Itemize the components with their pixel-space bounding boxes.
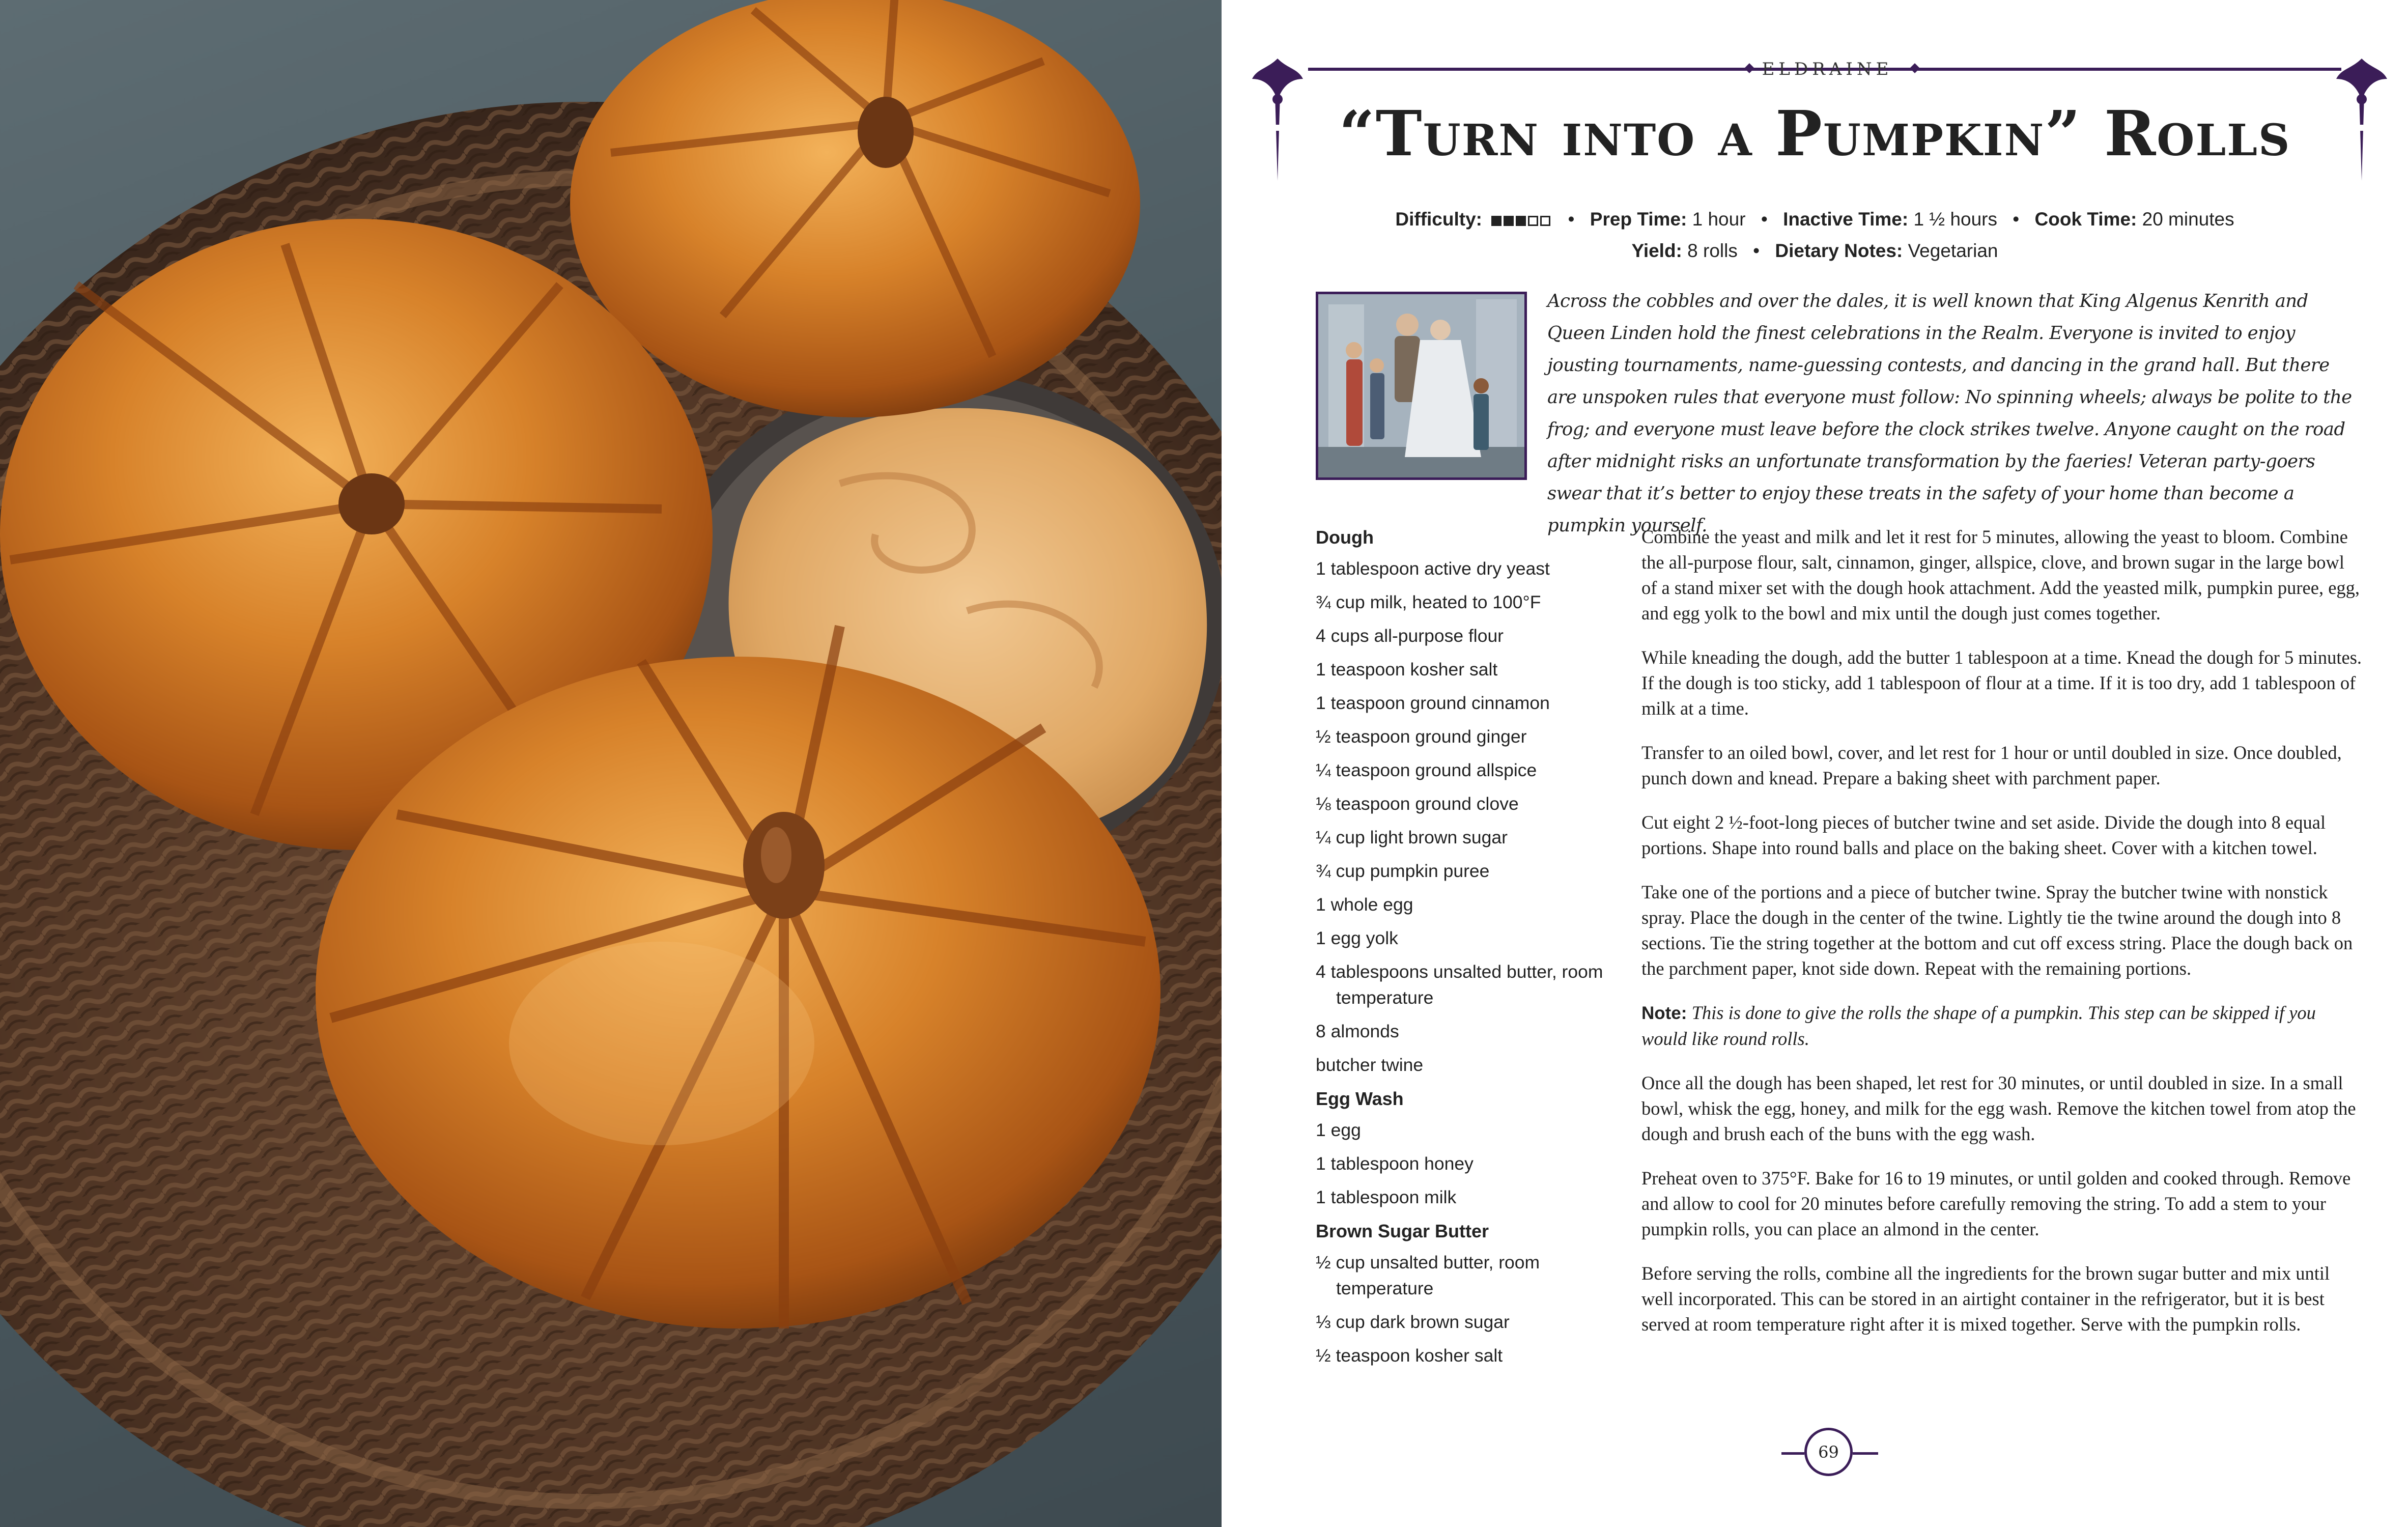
royal-family-illustration [1316, 292, 1527, 480]
ingredient-item: ½ cup unsalted butter, room temperature [1316, 1252, 1540, 1298]
recipe-page [1222, 0, 2408, 1527]
directions [1641, 524, 2364, 1356]
direction-step: Once all the dough has been shaped, let rest for 30 minutes, or until doubled in size. In a small bowl, whisk the egg, honey, and milk for the egg wash. Remove the kitchen towel from atop the dough and brush each of the buns with the egg wash. [1641, 1072, 2356, 1144]
ingredient-item: 1 tablespoon active dry yeast [1316, 558, 1550, 579]
intro-paragraph: Across the cobbles and over the dales, it is well known that King Algenus Kenrith and Queen Linden hold the finest celebrations in the Realm. Everyone is invited to enjoy jousting tournaments, name-guessing contests, and dancing in the grand hall. But there are unspoken rules that everyone must follow: No spinning wheels; always be polite to the frog; and everyone must leave before the clock strikes twelve. Anyone caught on the road after midnight risks an unfortunate transformation by the faeries! Veteran party-goers swear that it’s better to enjoy these treats in the safety of your home than become a pumpkin yourself. [1547, 291, 2352, 536]
page-number-rule [1781, 1452, 1804, 1455]
ingredients-list [1316, 524, 1611, 1376]
dietary-value: Vegetarian [1908, 240, 1998, 261]
ingredient-item: ¼ cup light brown sugar [1316, 827, 1508, 847]
note-label: Note: [1641, 1003, 1687, 1023]
ingredient-item: ⅛ teaspoon ground clove [1316, 794, 1519, 814]
yield-value: 8 rolls [1687, 240, 1738, 261]
difficulty-square-filled [1516, 216, 1526, 226]
ingredient-item: 1 tablespoon milk [1316, 1187, 1457, 1207]
cook-label: Cook Time: [2034, 209, 2137, 230]
ingredient-group-heading: Egg Wash [1316, 1088, 1404, 1109]
ingredient-item: ¾ cup milk, heated to 100°F [1316, 592, 1541, 612]
note-text: This is done to give the rolls the shape of a pumpkin. This step can be skipped if you would like round rolls. [1641, 1002, 2316, 1049]
ingredient-item: 1 tablespoon honey [1316, 1153, 1474, 1174]
meta-separator: • [1568, 209, 1575, 230]
dietary-label: Dietary Notes: [1775, 240, 1903, 261]
ingredient-item: 4 tablespoons unsalted butter, room temperature [1316, 962, 1603, 1008]
difficulty-square-filled [1504, 216, 1514, 226]
section-title: ELDRAINE [1762, 59, 1893, 79]
yield-label: Yield: [1631, 240, 1682, 261]
direction-step: While kneading the dough, add the butter 1 tablespoon at a time. Knead the dough for 5 minutes. If the dough is too sticky, add 1 tablespoon of flour at a time. If it is too dry, add 1 tablespoon of milk at a time. [1641, 647, 2362, 719]
direction-step: Transfer to an oiled bowl, cover, and let rest for 1 hour or until doubled in size. Once doubled, punch down and knead. Prepare a baking sheet with parchment paper. [1641, 742, 2342, 788]
recipe-note [1641, 1000, 2364, 1052]
ingredient-item: ⅓ cup dark brown sugar [1316, 1312, 1510, 1332]
direction-step: Combine the yeast and milk and let it rest for 5 minutes, allowing the yeast to bloom. Combine the all-purpose flour, salt, cinnamon, ginger, allspice, clove, and brown sugar in the large bowl of a stand mixer set with the dough hook attachment. Add the yeasted milk, pumpkin puree, egg, and egg yolk to the bowl and mix until the dough just comes together. [1641, 526, 2360, 624]
meta-separator: • [1761, 209, 1768, 230]
difficulty-rating [1491, 209, 1552, 230]
ingredient-item: ½ teaspoon kosher salt [1316, 1345, 1503, 1366]
ingredient-item: 1 egg yolk [1316, 928, 1398, 948]
meta-separator: • [2013, 209, 2020, 230]
ingredient-item: 1 whole egg [1316, 894, 1413, 915]
ingredient-item: 1 egg [1316, 1120, 1361, 1140]
ingredient-item: ½ teaspoon ground ginger [1316, 726, 1527, 747]
recipe-meta-line-2 [1272, 240, 2357, 262]
page-number-badge [1781, 1428, 1878, 1479]
direction-step: Cut eight 2 ½-foot-long pieces of butcher twine and set aside. Divide the dough into 8 equal portions. Shape into round balls and place on the baking sheet. Cover with a kitchen towel. [1641, 812, 2326, 858]
ingredient-item: ¼ teaspoon ground allspice [1316, 760, 1537, 780]
page-number: 69 [1804, 1428, 1853, 1476]
difficulty-label: Difficulty: [1395, 209, 1482, 230]
ingredient-item: 4 cups all-purpose flour [1316, 626, 1504, 646]
difficulty-square-empty [1540, 216, 1550, 226]
ingredient-group-heading: Dough [1316, 527, 1374, 548]
difficulty-square-filled [1491, 216, 1502, 226]
ingredient-item: ¾ cup pumpkin puree [1316, 861, 1490, 881]
inactive-value: 1 ½ hours [1913, 209, 1998, 230]
difficulty-square-empty [1528, 216, 1538, 226]
page-number-rule [1853, 1452, 1878, 1455]
ingredient-item: 1 teaspoon kosher salt [1316, 659, 1498, 680]
recipe-meta-line-1 [1272, 209, 2357, 230]
ingredient-item: 1 teaspoon ground cinnamon [1316, 693, 1550, 713]
ingredient-item: butcher twine [1316, 1055, 1424, 1075]
direction-step: Before serving the rolls, combine all the ingredients for the brown sugar butter and mix until well incorporated. This can be stored in an airtight container in the refrigerator, but it is best served at room temperature right after it is mixed together. Serve with the pumpkin rolls. [1641, 1263, 2330, 1335]
meta-separator: • [1753, 240, 1760, 261]
header-rule-right [1919, 68, 2341, 71]
recipe-title: “Turn into a Pumpkin” Rolls [1339, 97, 2291, 170]
cook-value: 20 minutes [2142, 209, 2234, 230]
ingredient-group-heading: Brown Sugar Butter [1316, 1221, 1489, 1241]
direction-step: Take one of the portions and a piece of butcher twine. Spray the butcher twine with nonstick spray. Place the dough in the center of the twine. Lightly tie the twine around the dough into 8 sections. Tie the string together at the bottom and cut off excess string. Place the dough back on the parchment paper, knot side down. Repeat with the remaining portions. [1641, 882, 2353, 979]
roll-top [570, 0, 1140, 417]
prep-label: Prep Time: [1590, 209, 1687, 230]
inactive-label: Inactive Time: [1783, 209, 1909, 230]
prep-value: 1 hour [1692, 209, 1746, 230]
ingredient-item: 8 almonds [1316, 1021, 1399, 1041]
illustration-art [1318, 294, 1524, 477]
direction-step: Preheat oven to 375°F. Bake for 16 to 19 minutes, or until golden and cooked through. Remove and allow to cool for 20 minutes before carefully removing the string. To add a stem to your pumpkin rolls, you can place an almond in the center. [1641, 1168, 2351, 1239]
